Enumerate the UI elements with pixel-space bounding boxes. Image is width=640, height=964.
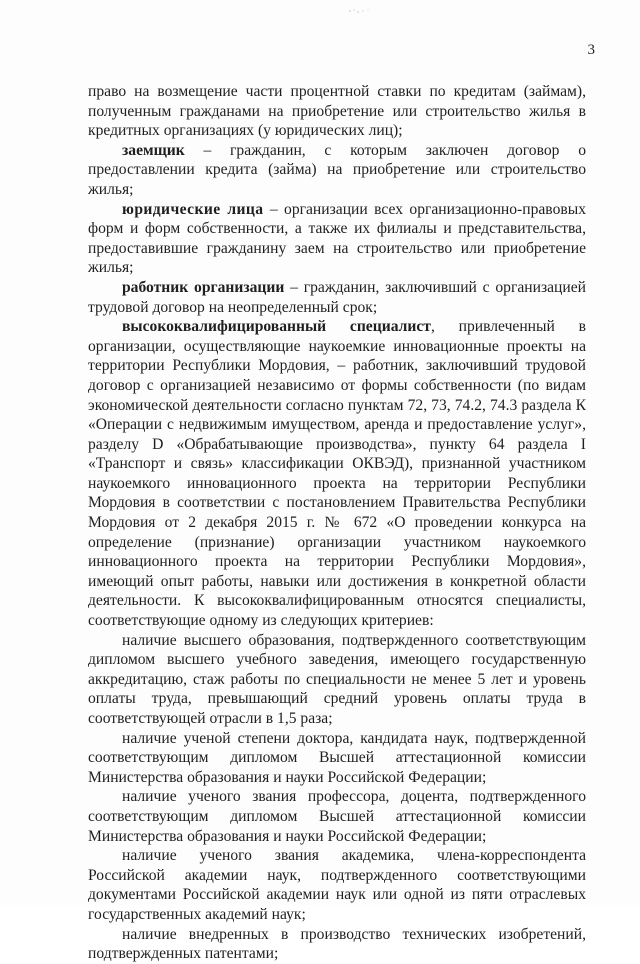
criterion-text: наличие ученого звания профессора, доцента, подтвержденного соответствующим дипломом Высшей аттестационной комиссии Министерства образования и науки Российской Федерации; [88,788,586,845]
definition-borrower [88,141,586,200]
definition-text: , привлеченный в организации, осуществляющие наукоемкие инновационные проекты на территории Республики Мордовия, – работник, заключивший трудовой договор с организацией независимо от формы собственности (по видам экономической деятельности согласно пунктам 72, 73, 74.2, 74.3 раздела К «Операции с недвижимым имуществом, аренда и предоставление услуг», разделу D «Обрабатывающие производства», пункту 64 раздела I «Транспорт и связь» классификации ОКВЭД), признанной участником наукоемкого инновационного проекта на территории Республики Мордовия в соответствии с постановлением Правительства Республики Мордовия от 2 декабря 2015 г. № 672 «О проведении конкурса на определение (признание) организации участником наукоемкого инновационного проекта на территории Республики Мордовия», имеющий опыт работы, навыки или достижения в конкретной области деятельности. К высококвалифицированным относятся специалисты, соответствующие одному из следующих критериев: [88,318,586,630]
paragraph-text: право на возмещение части процентной ставки по кредитам (займам), полученным гражданами на приобретение или строительство жилья в кредитных организациях (у юридических лиц); [88,83,586,140]
scan-artifact [348,8,370,14]
definition-qualified-specialist [88,317,586,631]
paragraph-subsidy-right [88,82,586,141]
definition-text: – гражданин, заключивший с организацией трудовой договор на неопределенный срок; [88,278,586,316]
criterion-text: наличие высшего образования, подтвержденного соответствующим дипломом высшего учебного заведения, имеющего государственную аккредитацию, стаж работы по специальности не менее 5 лет и уровень оплаты труда, превышающий средний уровень оплаты труда в соответствующей отрасли в 1,5 раза; [88,631,586,727]
document-body [88,82,586,964]
criterion-text: наличие ученой степени доктора, кандидата наук, подтвержденной соответствующим дипломом Высшей аттестационной комиссии Министерства образования и науки Российской Федерации; [88,729,586,786]
criterion-text: наличие ученого звания академика, члена-корреспондента Российской академии наук, подтвержденного соответствующими документами Российской академии наук или одной из пяти отраслевых государственных академий наук; [88,847,586,923]
term-legal-entities: юридические лица [122,200,264,218]
definition-legal-entities [88,200,586,278]
criterion-higher-education [88,631,586,729]
criterion-academician [88,846,586,924]
criterion-text: наличие внедренных в производство технических изобретений, подтвержденных патентами; [88,925,586,963]
definition-text: – гражданин, с которым заключен договор о предоставлении кредита (займа) на приобретение или строительство жилья; [88,141,586,198]
page-number: 3 [587,42,595,58]
criterion-academic-degree [88,729,586,788]
term-qualified-specialist: высококвалифицированный специалист [122,318,431,336]
term-employee: работник организации [122,278,285,296]
definition-text: – организации всех организационно-правовых форм и форм собственности, а также их филиалы и представительства, предоставившие гражданину заем на строительство или приобретение жилья; [88,200,586,277]
definition-employee [88,278,586,317]
term-borrower: заемщик [122,141,185,159]
criterion-inventions [88,925,586,964]
criterion-academic-title [88,787,586,846]
